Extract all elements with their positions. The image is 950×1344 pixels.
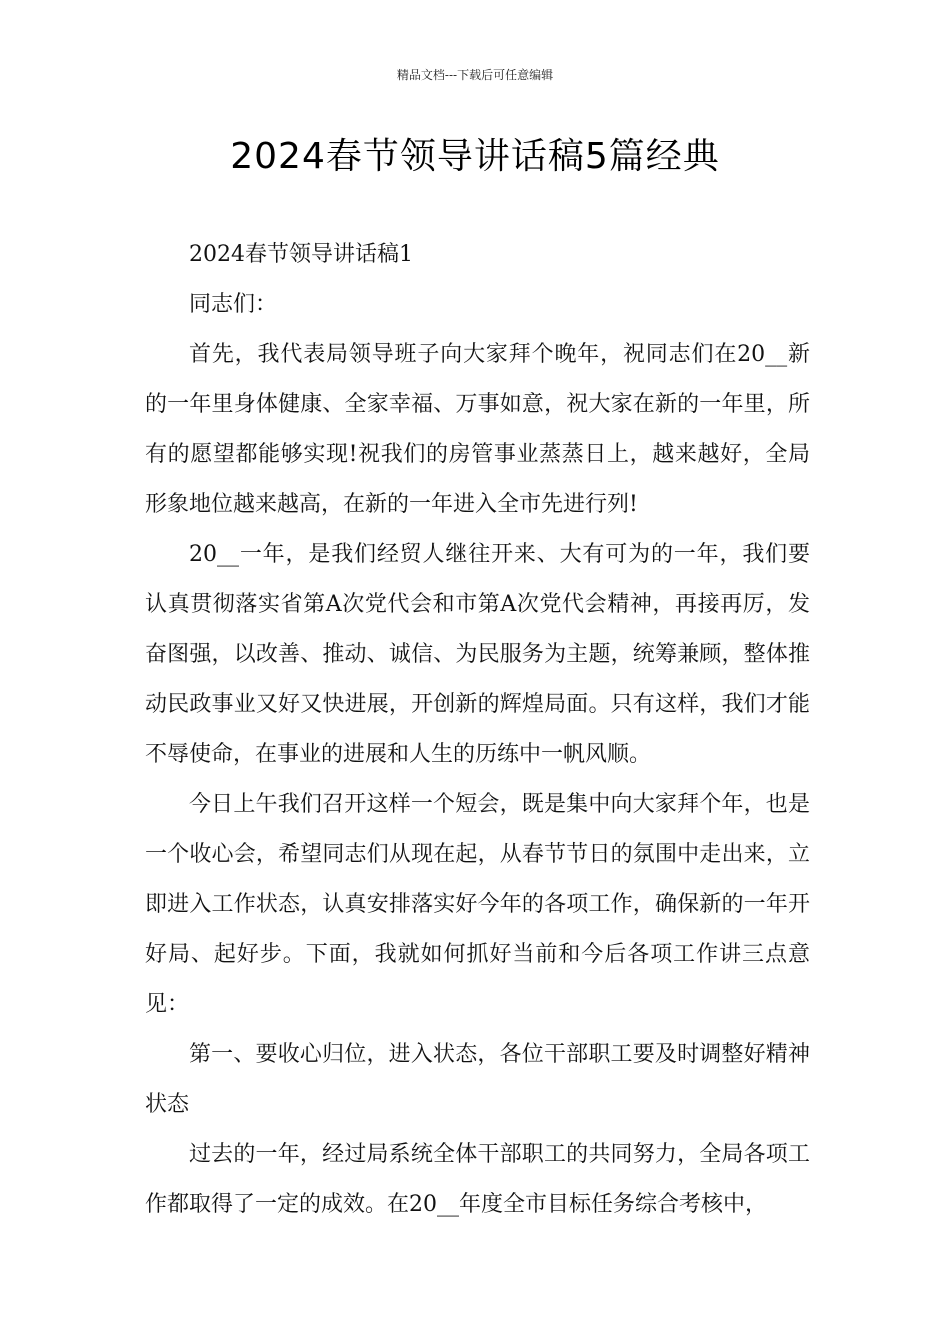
header-note: 精品文档---下载后可任意编辑 (396, 68, 554, 82)
salutation: 同志们： (189, 292, 278, 317)
paragraph: 首先，我代表局领导班子向大家拜个晚年，祝同志们在20__新的一年里身体健康、全家幸福、万事如意，祝大家在新的一年里，所有的愿望都能够实现!祝我们的房管事业蒸蒸日上，越来越好，全局形象地位越来越高，在新的一年进入全市先进行列! (145, 342, 810, 517)
section-heading: 2024春节领导讲话稿1 (189, 242, 413, 267)
paragraph: 过去的一年，经过局系统全体干部职工的共同努力，全局各项工作都取得了一定的成效。在20__年度全市目标任务综合考核中， (145, 1142, 810, 1217)
point-heading: 第一、要收心归位，进入状态，各位干部职工要及时调整好精神状态 (145, 1042, 810, 1117)
paragraph: 20__一年，是我们经贸人继往开来、大有可为的一年，我们要认真贯彻落实省第A次党代会和市第A次党代会精神，再接再厉，发奋图强，以改善、推动、诚信、为民服务为主题，统筹兼顾，整体推动民政事业又好又快进展，开创新的辉煌局面。只有这样，我们才能不辱使命，在事业的进展和人生的历练中一帆风顺。 (145, 542, 810, 767)
document-body (145, 230, 810, 1230)
paragraph: 今日上午我们召开这样一个短会，既是集中向大家拜个年，也是一个收心会，希望同志们从现在起，从春节节日的氛围中走出来，立即进入工作状态，认真安排落实好今年的各项工作，确保新的一年开好局、起好步。下面，我就如何抓好当前和今后各项工作讲三点意见： (145, 792, 810, 1017)
document-title: 2024春节领导讲话稿5篇经典 (230, 136, 720, 177)
